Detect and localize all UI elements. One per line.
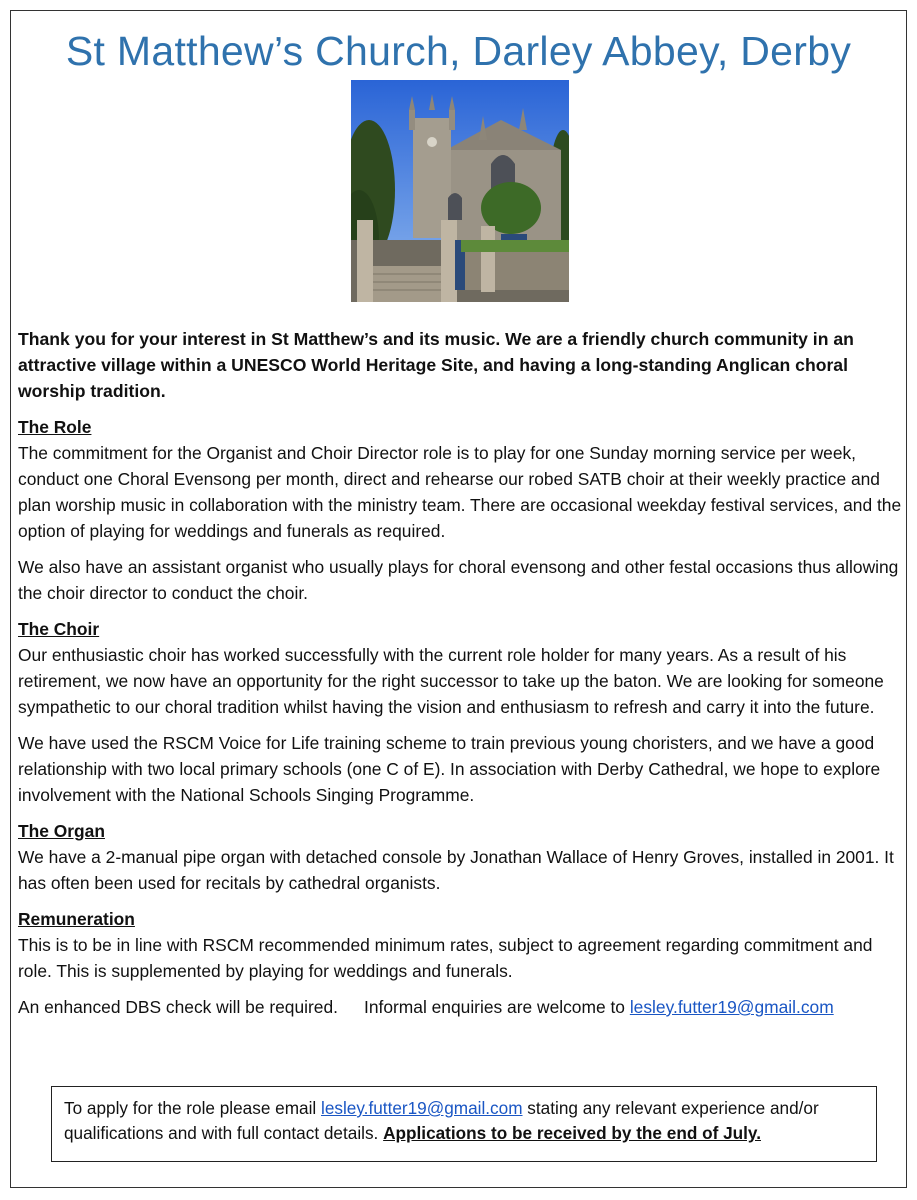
- choir-paragraph-1: Our enthusiastic choir has worked successfully with the current role holder for many years. As a result of his retirement, we now have an opportunity for the right successor to take up the baton. We are looking for someone sympathetic to our choral tradition whilst having the vision and enthusiasm to refresh and carry it into the future.: [18, 645, 884, 717]
- enquiries-email-link[interactable]: lesley.futter19@gmail.com: [629, 997, 834, 1017]
- apply-email-link[interactable]: lesley.futter19@gmail.com: [321, 1098, 523, 1118]
- enquiries-text: Informal enquiries are welcome to: [363, 997, 625, 1017]
- contact-line: [18, 994, 908, 1020]
- main-content: [18, 326, 908, 1030]
- role-heading: The Role: [18, 417, 92, 437]
- dbs-text: An enhanced DBS check will be required.: [18, 997, 338, 1017]
- organ-paragraph: We have a 2-manual pipe organ with detached console by Jonathan Wallace of Henry Groves, installed in 2001. It has often been used for recitals by cathedral organists.: [18, 847, 894, 893]
- role-paragraph-1: The commitment for the Organist and Choir Director role is to play for one Sunday morning service per week, conduct one Choral Evensong per month, direct and rehearse our robed SATB choir at their weekly practice and plan worship music in collaboration with the ministry team. There are occasional weekday festival services, and the option of playing for weddings and funerals as required.: [18, 443, 902, 541]
- intro-paragraph: Thank you for your interest in St Matthew’s and its music. We are a friendly church community in an attractive village within a UNESCO World Heritage Site, and having a long-standing Anglican choral worship tradition.: [18, 329, 854, 401]
- page-title: St Matthew’s Church, Darley Abbey, Derby: [65, 28, 852, 74]
- apply-text-after: stating any relevant experience and/or qualifications and with full contact details.: [64, 1098, 819, 1143]
- role-paragraph-2: We also have an assistant organist who usually plays for choral evensong and other festal occasions thus allowing the choir director to conduct the choir.: [18, 557, 899, 603]
- apply-deadline: Applications to be received by the end of July.: [383, 1123, 761, 1143]
- church-photo: [351, 80, 569, 302]
- choir-heading: The Choir: [18, 619, 100, 639]
- apply-box: [51, 1086, 877, 1162]
- choir-paragraph-2: We have used the RSCM Voice for Life training scheme to train previous young choristers, and we have a good relationship with two local primary schools (one C of E). In association with Derby Cathedral, we hope to explore involvement with the National Schools Singing Programme.: [18, 733, 881, 805]
- organ-heading: The Organ: [18, 821, 105, 841]
- remuneration-paragraph: This is to be in line with RSCM recommended minimum rates, subject to agreement regarding commitment and role. This is supplemented by playing for weddings and funerals.: [18, 935, 873, 981]
- apply-text-before: To apply for the role please email: [64, 1098, 317, 1118]
- remuneration-heading: Remuneration: [18, 909, 135, 929]
